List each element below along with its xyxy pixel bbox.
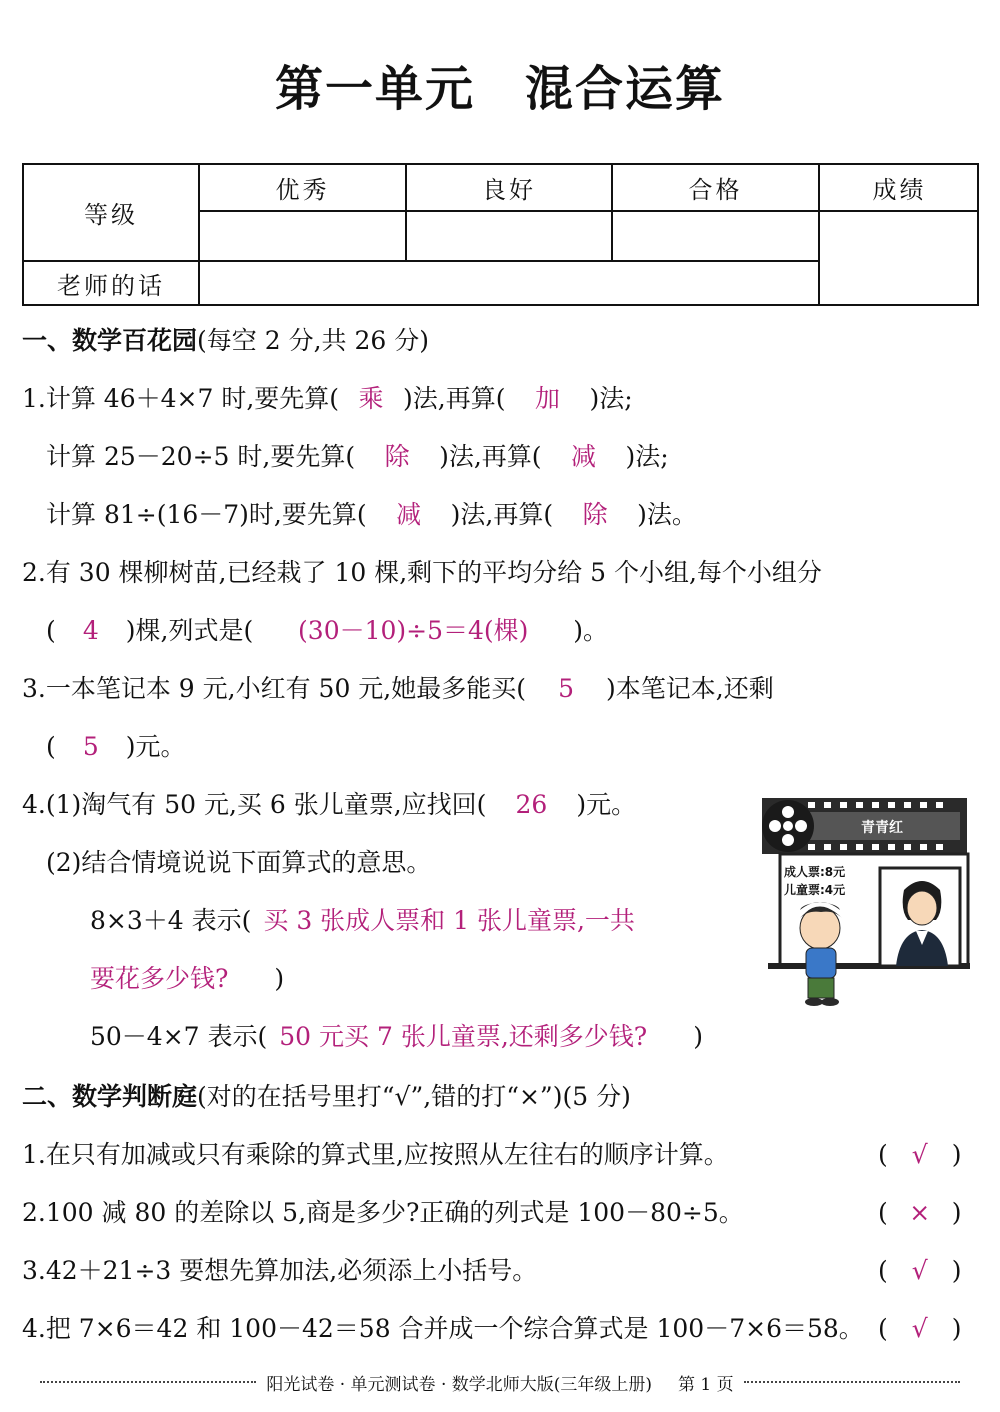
q3-answer-1: 5 (558, 674, 574, 703)
judge-item-3: 3.42＋21÷3 要想先算加法,必须添上小括号。 (22, 1256, 538, 1285)
q1-answer-6: 除 (582, 500, 608, 529)
footer-rule-left (40, 1381, 256, 1383)
grade-pass: 合格 (688, 176, 743, 204)
q4-expr1-line2: 要花多少钱? ) (90, 964, 285, 993)
cinema-ticket-illustration (762, 790, 972, 1010)
judge-mark-1: ( √ ) (878, 1140, 962, 1169)
judge-mark-2: ( × ) (878, 1198, 962, 1227)
section2-heading: 二、数学判断庭(对的在括号里打“√”,错的打“×”)(5 分) (22, 1082, 631, 1111)
child-shirt (806, 948, 836, 978)
q4-part2: (2)结合情境说说下面算式的意思。 (46, 848, 432, 877)
q1-answer-1: 乘 (358, 384, 384, 413)
q4-expr2-line: 50－4×7 表示( 50 元买 7 张儿童票,还剩多少钱? ) (90, 1022, 703, 1051)
q4-expr1-line1: 8×3＋4 表示( 买 3 张成人票和 1 张儿童票,一共 (90, 906, 635, 935)
q1-line-c: 计算 81÷(16－7)时,要先算( 减 )法,再算( 除 )法。 (46, 500, 697, 529)
judge-item-2: 2.100 减 80 的差除以 5,商是多少?正确的列式是 100－80÷5。 (22, 1198, 744, 1227)
adult-ticket-price: 成人票:8元 (784, 865, 846, 879)
q1-line-a: 1.计算 46＋4×7 时,要先算( 乘 )法,再算( 加 )法; (22, 384, 633, 413)
cinema-drawing (762, 790, 972, 1010)
q1-answer-5: 减 (396, 500, 422, 529)
judge-item-1: 1.在只有加减或只有乘除的算式里,应按照从左往右的顺序计算。 (22, 1140, 729, 1169)
judge-mark-4: ( √ ) (878, 1314, 962, 1343)
page-footer (30, 1370, 970, 1394)
q1-line-b: 计算 25－20÷5 时,要先算( 除 )法,再算( 减 )法; (46, 442, 669, 471)
q2-line-2: ( 4 )棵,列式是( (30－10)÷5＝4(棵) )。 (46, 616, 608, 645)
footer-text: 阳光试卷 · 单元测试卷 · 数学北师大版(三年级上册) (266, 1374, 653, 1395)
q3-line-1: 3.一本笔记本 9 元,小红有 50 元,她最多能买( 5 )本笔记本,还剩 (22, 674, 774, 703)
q1-answer-4: 减 (571, 442, 597, 471)
q4-expr2-answer: 50 元买 7 张儿童票,还剩多少钱? (279, 1022, 648, 1051)
section2-note: (对的在括号里打“√”,错的打“×”)(5 分) (197, 1082, 631, 1111)
judge-mark-3: ( √ ) (878, 1256, 962, 1285)
q4-expr1-answer-a: 买 3 张成人票和 1 张儿童票,一共 (263, 906, 635, 935)
judge-item-4: 4.把 7×6＝42 和 100－42＝58 合并成一个综合算式是 100－7×6＝58。 (22, 1314, 864, 1343)
page-title (0, 50, 1000, 119)
q3-line-2: ( 5 )元。 (46, 732, 186, 761)
section1-note: (每空 2 分,共 26 分) (197, 326, 429, 355)
title-unit: 第一单元 (274, 61, 475, 117)
grade-level-label: 等级 (84, 201, 138, 229)
section1-heading: 一、数学百花园(每空 2 分,共 26 分) (22, 326, 429, 355)
footer-rule-right (744, 1381, 960, 1383)
q1-answer-2: 加 (534, 384, 560, 413)
teacher-comment-label: 老师的话 (57, 271, 165, 300)
title-topic: 混合运算 (525, 61, 726, 117)
page-number: 第 1 页 (678, 1374, 734, 1395)
q4-part1: 4.(1)淘气有 50 元,买 6 张儿童票,应找回( 26 )元。 (22, 790, 637, 819)
q1-answer-3: 除 (384, 442, 410, 471)
q4-answer-1: 26 (515, 790, 548, 819)
clerk-face (907, 891, 937, 925)
q4-expr1-answer-b: 要花多少钱? (90, 964, 229, 993)
child-ticket-price: 儿童票:4元 (784, 883, 846, 897)
q3-answer-2: 5 (82, 732, 99, 761)
grading-table (22, 163, 979, 306)
q2-answer-1: 4 (82, 616, 99, 645)
q2-answer-2: (30－10)÷5＝4(棵) (298, 616, 529, 645)
grade-good: 良好 (482, 176, 536, 204)
q2-line-1: 2.有 30 棵柳树苗,已经栽了 10 棵,剩下的平均分给 5 个小组,每个小组分 (22, 558, 822, 587)
cinema-sign-text: 青青红 (861, 820, 903, 836)
grade-excellent: 优秀 (275, 176, 330, 204)
grade-score: 成绩 (872, 176, 927, 204)
